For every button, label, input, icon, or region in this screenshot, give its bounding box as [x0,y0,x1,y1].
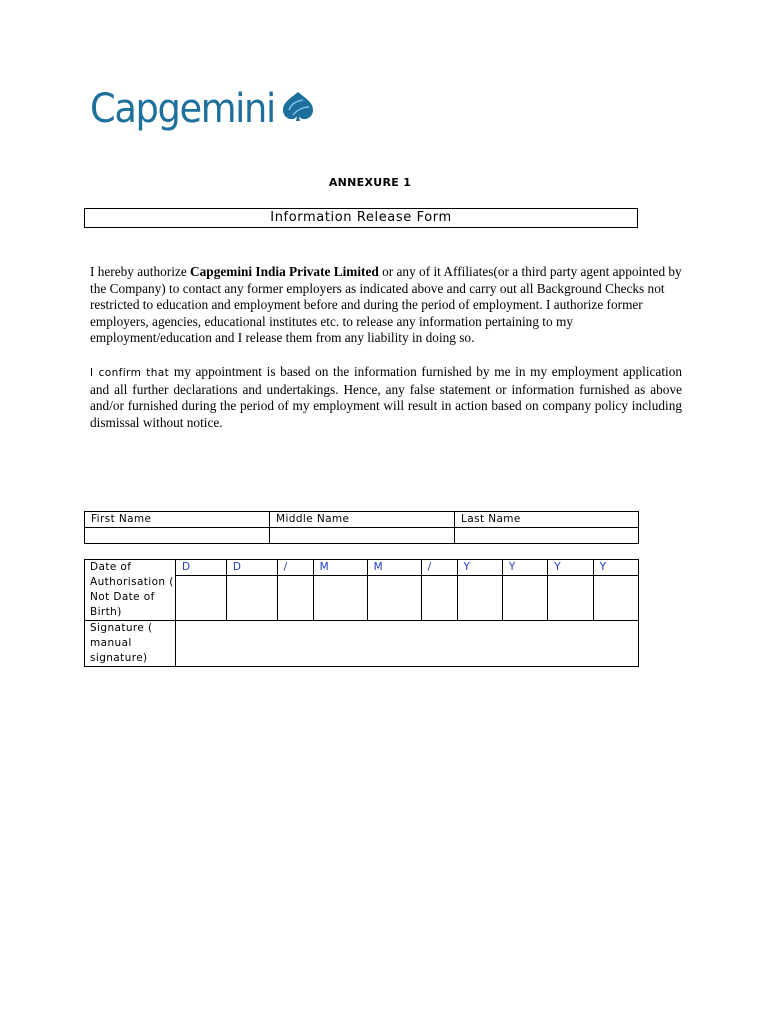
signature-field[interactable] [176,621,639,667]
date-slot-label: Y [593,560,638,576]
date-entry-cell[interactable] [277,576,313,621]
spade-logo-icon [281,90,315,124]
date-entry-cell[interactable] [226,576,277,621]
date-slot-label: / [421,560,457,576]
date-slot-label: M [367,560,421,576]
date-entry-cell[interactable] [457,576,502,621]
date-entry-cell[interactable] [548,576,593,621]
form-title: Information Release Form [84,208,638,228]
table-row [85,512,639,528]
date-entry-cell[interactable] [502,576,547,621]
date-entry-cell[interactable] [313,576,367,621]
middle-name-label: Middle Name [270,512,455,528]
logo-text: Capgemini [90,86,275,132]
first-name-label: First Name [85,512,270,528]
first-name-field[interactable] [85,528,270,544]
table-row [85,528,639,544]
date-slot-label: M [313,560,367,576]
company-name: Capgemini India Private Limited [190,264,379,279]
date-entry-cell[interactable] [367,576,421,621]
company-logo [90,86,315,132]
date-slot-label: Y [457,560,502,576]
name-table [84,511,639,544]
date-slot-label: Y [502,560,547,576]
date-slot-label: D [226,560,277,576]
last-name-field[interactable] [455,528,639,544]
date-entry-cell[interactable] [421,576,457,621]
date-entry-cell[interactable] [593,576,638,621]
date-signature-table [84,559,639,667]
date-slot-label: / [277,560,313,576]
annexure-heading: ANNEXURE 1 [328,176,412,189]
date-slot-label: Y [548,560,593,576]
last-name-label: Last Name [455,512,639,528]
date-of-authorisation-label: Date of Authorisation ( Not Date of Birth) [85,560,176,621]
date-slot-label: D [176,560,227,576]
date-entry-cell[interactable] [176,576,227,621]
confirmation-paragraph: I confirm that my appointment is based on the information furnished by me in my employment application and all further declarations and undertakings. Hence, any false statement or information furnished as above and/or furnished during the period of my employment will result in action based on company policy including dismissal without notice. [90,364,683,430]
authorization-paragraph: I hereby authorize Capgemini India Private Limited or any of it Affiliates(or a third party agent appointed by the Company) to contact any former employers as indicated above and carry out all Background Checks not restricted to education and employment before and during the period of employment. I authorize former employers, agencies, educational institutes etc. to release any information pertaining to my employment/education and I release them from any liability in doing so. [90,264,682,346]
table-row [85,621,639,667]
table-row [85,560,639,576]
middle-name-field[interactable] [270,528,455,544]
signature-label: Signature ( manual signature) [85,621,176,667]
